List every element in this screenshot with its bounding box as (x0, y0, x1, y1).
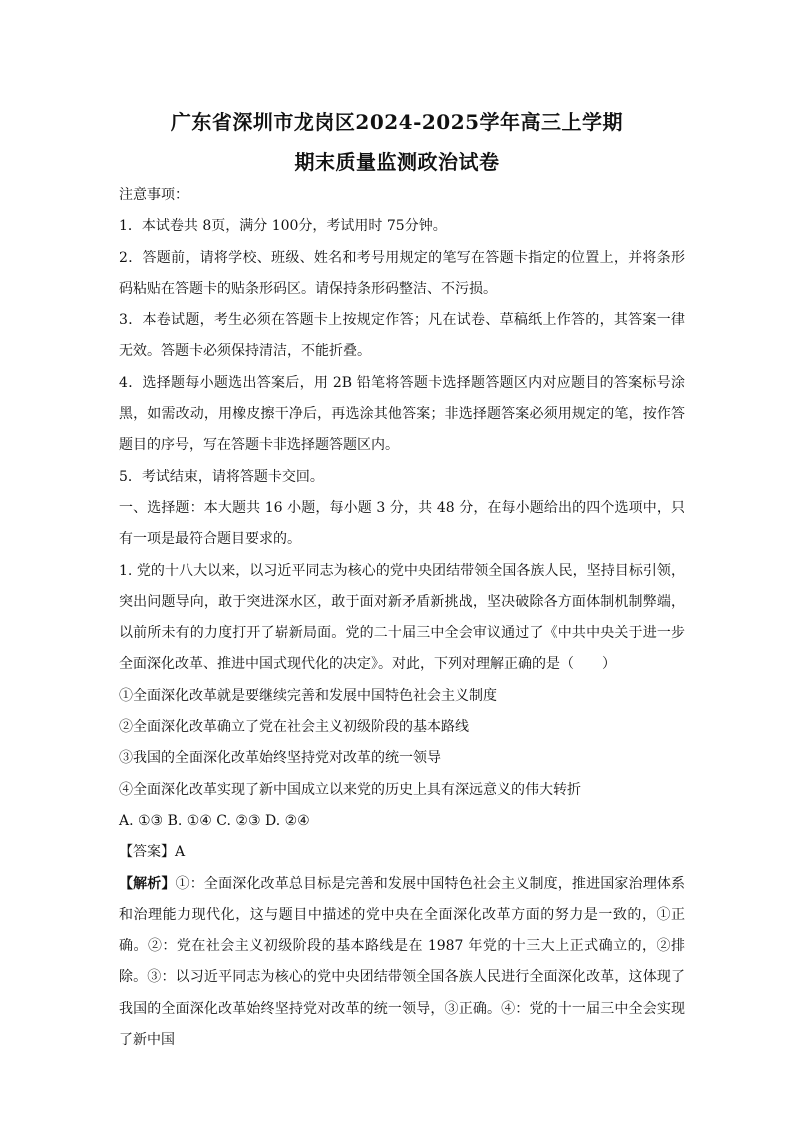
document-body (119, 180, 685, 1056)
analysis-text: ①：全面深化改革总目标是完善和发展中国特色社会主义制度，推进国家治理体系和治理能力现代化，这与题目中描述的党中央在全面深化改革方面的努力是一致的，①正确。②：党在社会主义初级阶段的基本路线是在 1987 年党的十三大上正式确立的，②排除。③：以习近平同志为核心的党中央团结带领全国各族人民进行全面深化改革，这体现了我国的全面深化改革始终坚持党对改革的统一领导，③正确。④：党的十一届三中全会实现了新中国 (119, 875, 686, 1049)
statement-2: ②全面深化改革确立了党在社会主义初级阶段的基本路线 (119, 719, 469, 736)
section-heading: 一、选择题：本大题共 16 小题，每小题 3 分，共 48 分，在每小题给出的四个选项中，只有一项是最符合题目要求的。 (119, 499, 685, 548)
notice-item: 1．本试卷共 8页，满分 100分，考试用时 75分钟。 (119, 218, 447, 235)
answer-value: A (175, 844, 186, 861)
notice-item: 3．本卷试题，考生必须在答题卡上按规定作答；凡在试卷、草稿纸上作答的，其答案一律无效。答题卡必须保持清洁，不能折叠。 (119, 312, 685, 360)
analysis-paragraph (119, 869, 685, 1057)
notice-item: 5．考试结束，请将答题卡交回。 (119, 468, 324, 485)
document-title-line1: 广东省深圳市龙岗区2024-2025学年高三上学期 (170, 110, 624, 134)
answer-options: A. ①③ B. ①④ C. ②③ D. ②④ (119, 812, 310, 829)
statement-3: ③我国的全面深化改革始终坚持党对改革的统一领导 (119, 750, 441, 767)
notice-heading: 注意事项： (119, 187, 189, 203)
analysis-label: 【解析】 (119, 875, 176, 892)
statement-4: ④全面深化改革实现了新中国成立以来党的历史上具有深远意义的伟大转折 (119, 781, 581, 798)
answer-label: 【答案】 (119, 844, 175, 861)
statement-1: ①全面深化改革就是要继续完善和发展中国特色社会主义制度 (119, 687, 497, 704)
notice-item: 4．选择题每小题选出答案后，用 2B 铅笔将答题卡选择题答题区内对应题目的答案标号涂黑，如需改动，用橡皮擦干净后，再选涂其他答案；非选择题答案必须用规定的笔，按作答题目的序号，写在答题卡非选择题答题区内。 (119, 374, 685, 454)
notice-item: 2．答题前，请将学校、班级、姓名和考号用规定的笔写在答题卡指定的位置上，并将条形码粘贴在答题卡的贴条形码区。请保持条形码整洁、不污损。 (119, 249, 685, 297)
document-title-line2: 期末质量监测政治试卷 (294, 150, 500, 174)
question-stem: 1. 党的十八大以来，以习近平同志为核心的党中央团结带领全国各族人民，坚持目标引领，突出问题导向，敢于突进深水区，敢于面对新矛盾新挑战，坚决破除各方面体制机制弊端，以前所未有的力度打开了崭新局面。党的二十届三中全会审议通过了《中共中央关于进一步全面深化改革、推进中国式现代化的决定》。对此，下列对理解正确的是（ ） (119, 562, 685, 673)
answer-line (119, 837, 685, 868)
